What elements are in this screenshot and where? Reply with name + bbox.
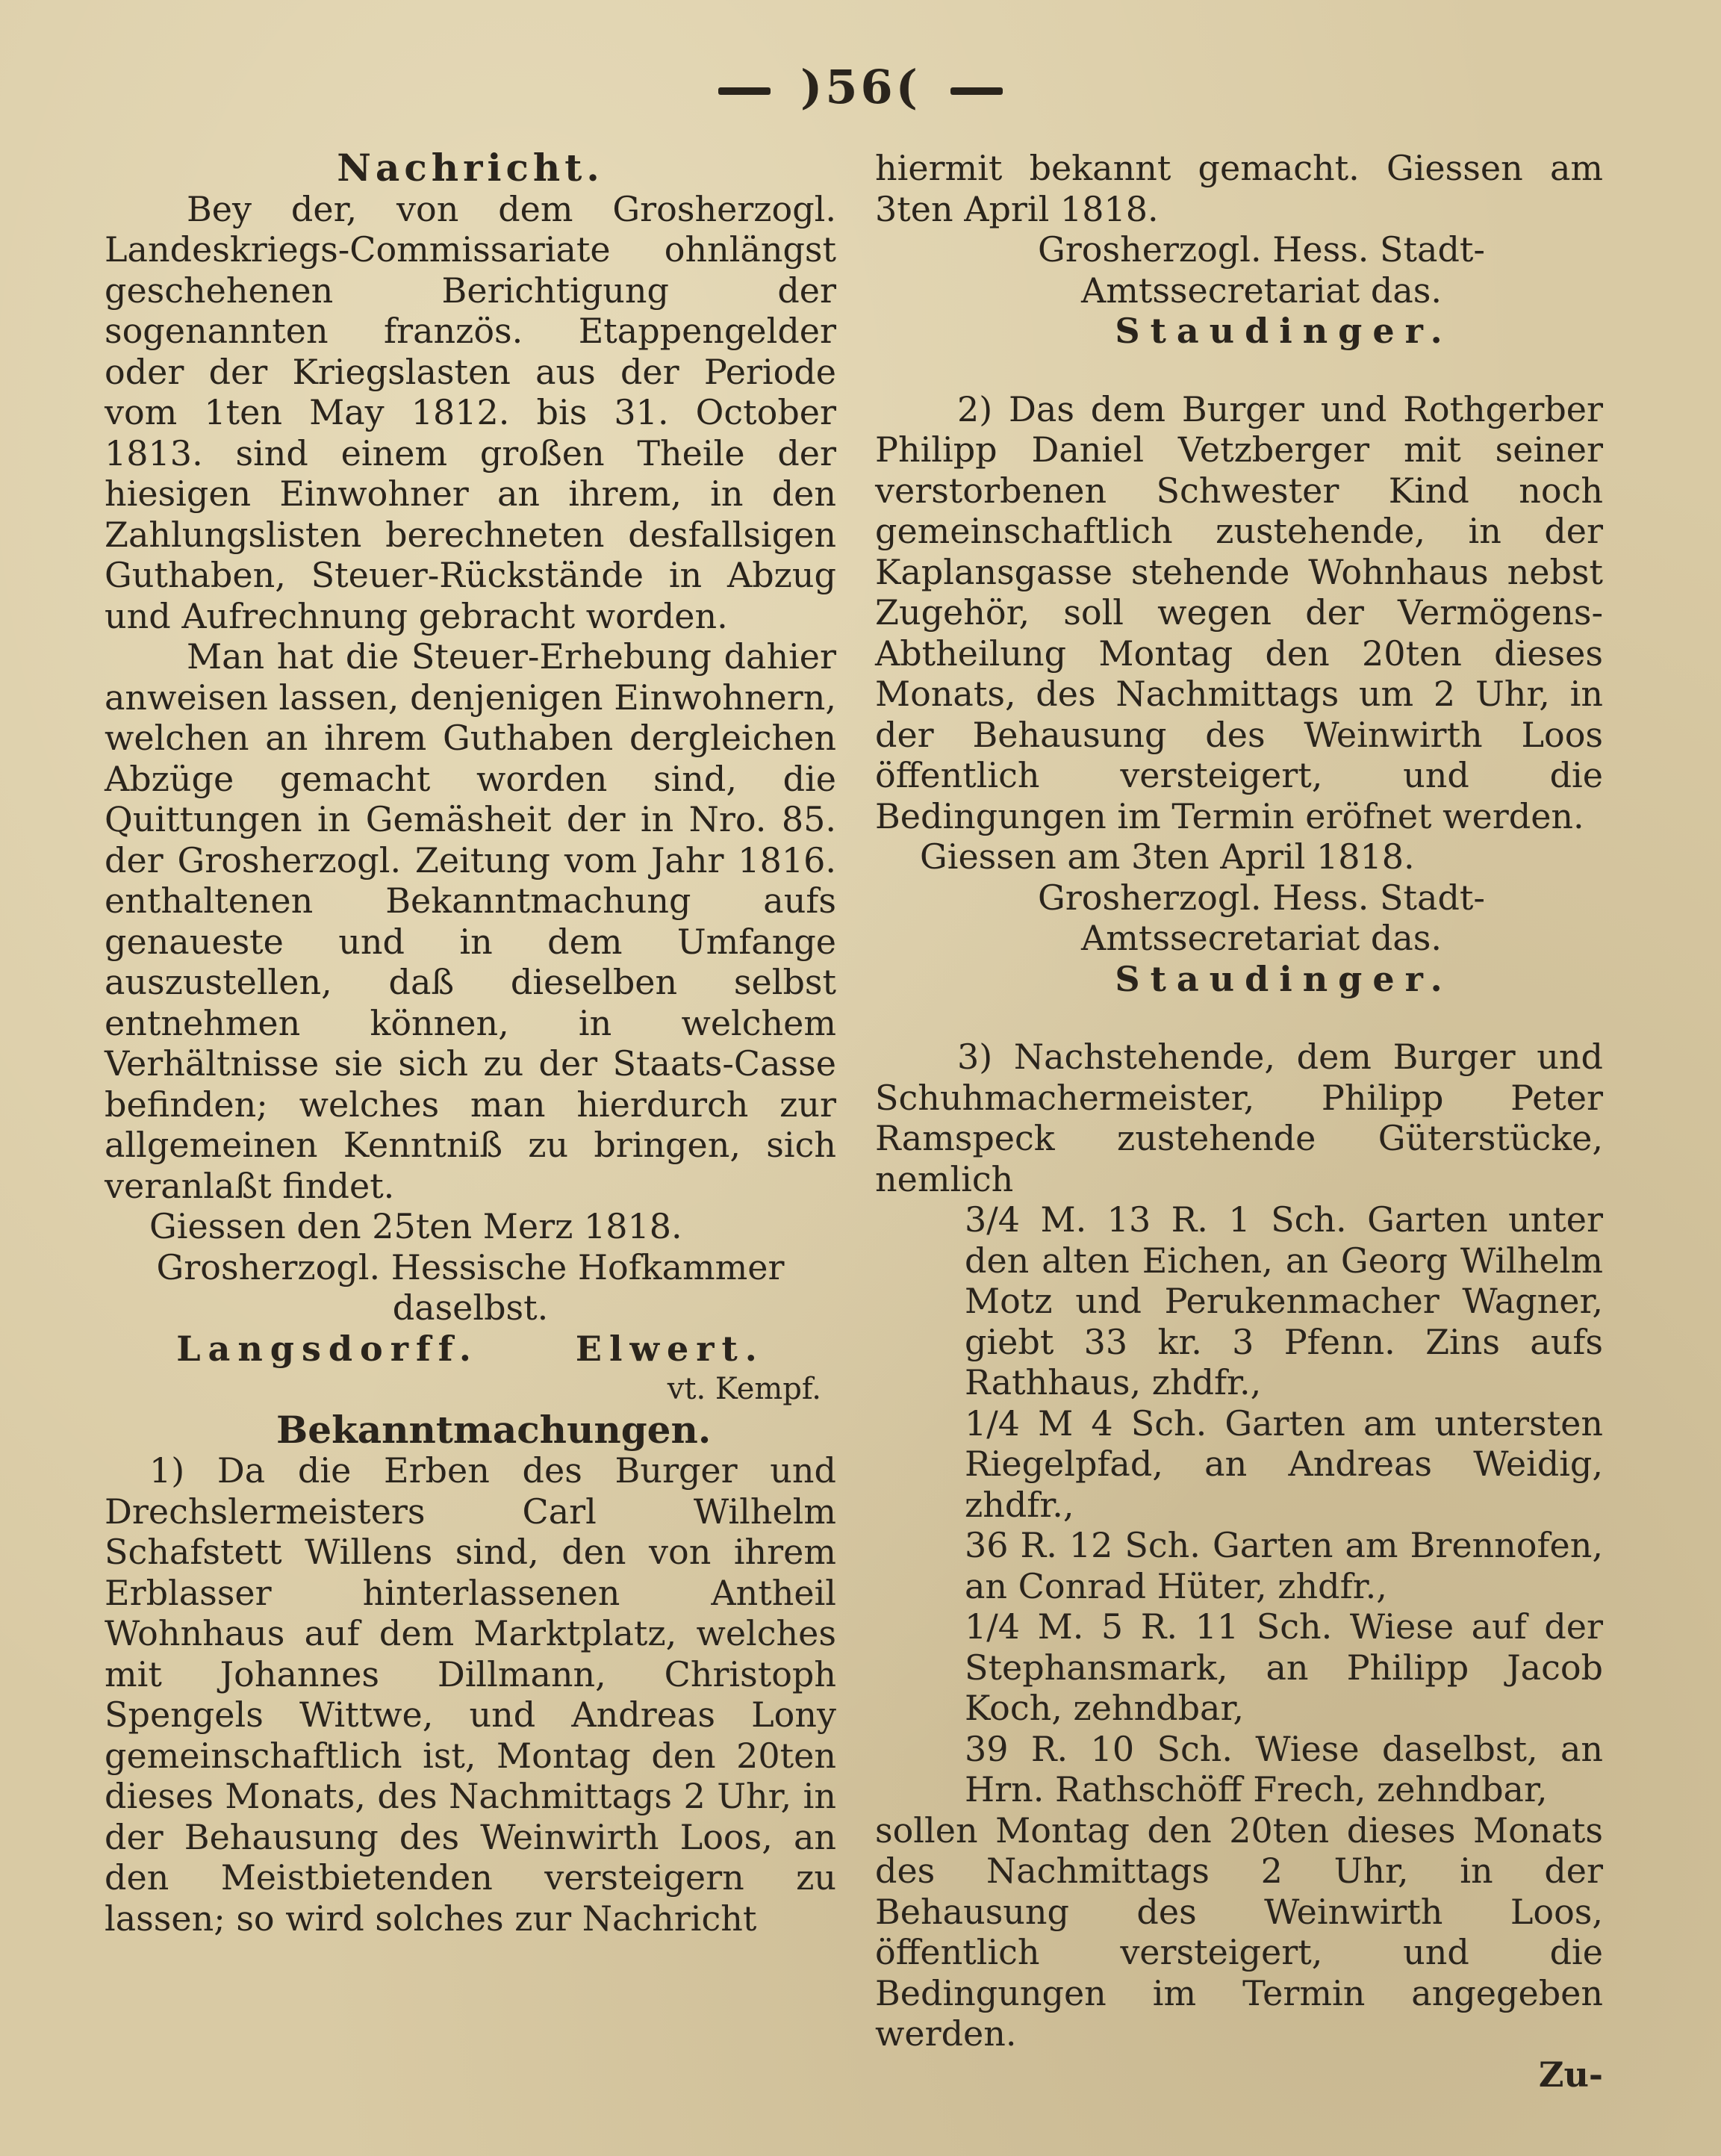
page-header <box>0 60 1721 114</box>
page-number: )56( <box>800 60 921 114</box>
bekanntmachung-item-2: 2) Das dem Burger und Rothgerber Philipp Daniel Vetzberger mit seiner verstorbenen Schwester Kind noch gemeinschaftlich zustehende, in der Kaplansgasse stehende Wohnhaus nebst Zugehör, soll wegen der Vermögens-Abtheilung Montag den 20ten dieses Monats, des Nachmittags um 2 Uhr, in der Behausung des Weinwirth Loos öffentlich versteigert, und die Bedingungen im Termin eröfnet werden. <box>875 388 1603 836</box>
item-2-signature: Staudinger. <box>1115 958 1453 999</box>
header-dash-left <box>718 87 771 95</box>
nachricht-vt: vt. Kempf. <box>667 1372 821 1406</box>
item-3-conclusion: sollen Montag den 20ten dieses Monats des Nachmittags 2 Uhr, in der Behausung des Weinwirth Loos, öffentlich versteigert, und die Bedingungen im Termin angegeben werden. <box>875 1809 1603 2054</box>
item-1-signature: Staudinger. <box>1115 311 1453 351</box>
header-dash-right <box>950 87 1003 95</box>
parcel-item: 1/4 M 4 Sch. Garten am untersten Riegelpfad, an Andreas Weidig, zhdfr., <box>965 1402 1603 1525</box>
left-column <box>105 148 836 1939</box>
bekanntmachung-item-3-intro: 3) Nachstehende, dem Burger und Schuhmachermeister, Philipp Peter Ramspeck zustehende Güterstücke, nemlich <box>875 1037 1603 1199</box>
parcel-item: 39 R. 10 Sch. Wiese daselbst, an Hrn. Rathschöff Frech, zehndbar, <box>965 1728 1603 1809</box>
signature-elwert: Elwert. <box>575 1328 765 1369</box>
parcel-item: 1/4 M. 5 R. 11 Sch. Wiese auf der Stephansmark, an Philipp Jacob Koch, zehndbar, <box>965 1606 1603 1728</box>
item-1-authority: Grosherzogl. Hess. Stadt-Amtssecretariat das. <box>1038 229 1485 311</box>
spacer <box>875 999 1603 1037</box>
parcel-item: 3/4 M. 13 R. 1 Sch. Garten unter den alten Eichen, an Georg Wilhelm Motz und Perukenmacher Wagner, giebt 33 kr. 3 Pfenn. Zins aufs Rathhaus, zhdfr., <box>965 1199 1603 1402</box>
item-1-continuation: hiermit bekannt gemacht. Giessen am 3ten April 1818. <box>875 148 1603 229</box>
catchword: Zu- <box>1538 2054 1603 2095</box>
right-column <box>875 148 1603 2095</box>
nachricht-authority: Grosherzogl. Hessische Hofkammer daselbst. <box>156 1246 785 1328</box>
item-2-authority: Grosherzogl. Hess. Stadt-Amtssecretariat das. <box>1038 877 1485 958</box>
item-2-date: Giessen am 3ten April 1818. <box>920 836 1415 877</box>
nachricht-signatures <box>105 1329 836 1370</box>
spacer <box>875 352 1603 389</box>
nachricht-paragraph-1: Bey der, von dem Grosherzogl. Landeskriegs-Commissariate ohnlängst geschehenen Berichtigung der sogenannten französ. Etappengelder oder der Kriegslasten aus der Periode vom 1ten May 1812. bis 31. October 1813. sind einem großen Theile der hiesigen Einwohner an ihrem, in den Zahlungslisten berechneten desfallsigen Guthaben, Steuer-Rückstände in Abzug und Aufrechnung gebracht worden. <box>105 188 836 636</box>
nachricht-date: Giessen den 25ten Merz 1818. <box>149 1206 682 1246</box>
parcel-item: 36 R. 12 Sch. Garten am Brennofen, an Conrad Hüter, zhdfr., <box>965 1525 1603 1606</box>
bekanntmachungen-title: Bekanntmachungen. <box>276 1407 712 1452</box>
nachricht-title: Nachricht. <box>337 146 604 190</box>
bekanntmachung-item-1: 1) Da die Erben des Burger und Drechslermeisters Carl Wilhelm Schafstett Willens sind, den von ihrem Erblasser hinterlassenen Antheil Wohnhaus auf dem Marktplatz, welches mit Johannes Dillmann, Christoph Spengels Wittwe, und Andreas Lony gemeinschaftlich ist, Montag den 20ten dieses Monats, des Nachmittags 2 Uhr, in der Behausung des Weinwirth Loos, an den Meistbietenden versteigern zu lassen; so wird solches zur Nachricht <box>105 1450 836 1939</box>
nachricht-paragraph-2: Man hat die Steuer-Erhebung dahier anweisen lassen, denjenigen Einwohnern, welchen an ihrem Guthaben dergleichen Abzüge gemacht worden sind, die Quittungen in Gemäsheit der in Nro. 85. der Grosherzogl. Zeitung vom Jahr 1816. enthaltenen Bekanntmachung aufs genaueste und in dem Umfange auszustellen, daß dieselben selbst entnehmen können, in welchem Verhältnisse sie sich zu der Staats-Casse befinden; welches man hierdurch zur allgemeinen Kenntniß zu bringen, sich veranlaßt findet. <box>105 636 836 1206</box>
signature-langsdorff: Langsdorff. <box>176 1328 479 1369</box>
